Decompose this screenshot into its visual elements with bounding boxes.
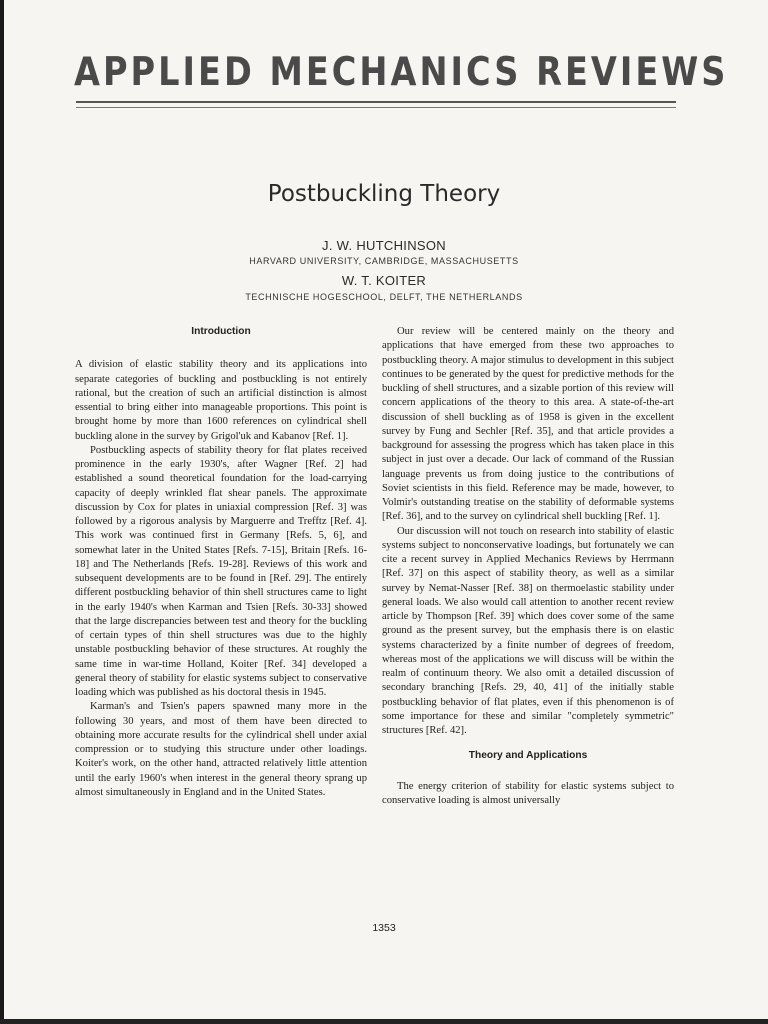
author-name: J. W. HUTCHINSON <box>322 238 446 253</box>
section-heading-introduction: Introduction <box>191 326 251 337</box>
page-number: 1353 <box>372 922 396 934</box>
body-paragraph: The energy criterion of stability for elastic systems subject to conservative loading is almost universally <box>382 780 674 806</box>
header-rule-bottom <box>76 107 676 108</box>
author-affiliation: TECHNISCHE HOGESCHOOL, DELFT, THE NETHERLANDS <box>245 292 523 302</box>
section-heading-theory: Theory and Applications <box>468 750 588 762</box>
right-column <box>382 325 674 808</box>
journal-title: APPLIED MECHANICS REVIEWS <box>74 50 729 95</box>
body-paragraph: Our review will be centered mainly on the theory and applications that have emerged from these two approaches to postbuckling theory. A major stimulus to development in this subject continues to be generated by the quest for predictive methods for the buckling of shell structures, and a sizable portion of this review will concern applications of the theory to this area. A state-of-the-art discussion of shell buckling as of 1958 is given in the excellent survey by Fung and Sechler [Ref. 35], and that article provides a background for assessing the progress which has taken place in this subject in just over a decade. Our lack of command of the Russian language prevents us from doing justice to the contributions of Soviet scientists in this field. Reference may be made, however, to Volmir's outstanding treatise on the stability of deformable systems [Ref. 36], and to the survey on cylindrical shell buckling [Ref. 1]. <box>382 326 674 523</box>
body-paragraph: Karman's and Tsien's papers spawned many more in the following 30 years, and most of them have been directed to obtaining more accurate results for the cylindrical shell under axial compression or to studying this structure under other loadings. Koiter's work, on the other hand, attracted relatively little attention until the early 1960's when interest in the general theory sprang up almost simultaneously in England and in the United States. <box>75 701 367 798</box>
body-paragraph: A division of elastic stability theory and its applications into separate categories of buckling and postbuckling is not entirely rational, but the creation of such an artificial distinction is almost essential to bring either into manageable proportions. This point is brought home by more than 1600 references on cylindrical shell buckling alone in the survey by Grigol'uk and Kabanov [Ref. 1]. <box>75 359 367 442</box>
page-edge-shadow <box>0 0 4 1024</box>
author-name: W. T. KOITER <box>341 273 427 288</box>
body-paragraph: Postbuckling aspects of stability theory for flat plates received prominence in the early 1930's, after Wagner [Ref. 2] had established a sound theoretical foundation for the load-carrying capacity of deeply wrinkled flat shear panels. The approximate discussion by Cox for plates in uniaxial compression [Ref. 3] was followed by a rigorous analysis by Marguerre and Trefftz [Ref. 4]. This work was continued first in Germany [Refs. 5, 6], and somewhat later in the United States [Refs. 7-15], Britain [Refs. 16-18] and The Netherlands [Refs. 19-28]. Reviews of this work and subsequent developments are to be found in [Ref. 29]. The entirely different postbuckling behavior of thin shell structures came to light in the early 1940's when Karman and Tsien [Refs. 30-33] showed that the large discrepancies between test and theory for the buckling of certain types of thin shell structures was due to the highly unstable postbuckling behavior of these structures. At roughly the same time in war-time Holland, Koiter [Ref. 34] developed a general theory of stability for elastic systems subject to conservative loading which was published as his doctoral thesis in 1945. <box>75 444 367 698</box>
header-rule-top <box>76 101 676 103</box>
page-bottom-edge <box>0 1019 768 1024</box>
body-paragraph: Our discussion will not touch on research into stability of elastic systems subject to nonconservative loadings, but fortunately we can cite a recent survey in Applied Mechanics Reviews by Herrmann [Ref. 37] on this aspect of stability theory, as well as a similar survey by Nemat-Nasser [Ref. 38] on thermoelastic stability under general loads. We also would call attention to another recent review article by Thompson [Ref. 39] which does cover some of the same ground as the present survey, but the emphasis there is on elastic systems characterized by a finite number of degrees of freedom, whereas most of the applications we will discuss will be within the realm of continuum theory. We also omit a detailed discussion of secondary branching [Refs. 29, 40, 41] of the initially stable postbuckling behavior of flat plates, even if this phenomenon is of some importance for these and similar "completely symmetric" structures [Ref. 42]. <box>382 525 674 736</box>
left-column <box>75 325 367 800</box>
article-title: Postbuckling Theory <box>267 181 501 207</box>
author-affiliation: HARVARD UNIVERSITY, CAMBRIDGE, MASSACHUSETTS <box>249 256 519 266</box>
